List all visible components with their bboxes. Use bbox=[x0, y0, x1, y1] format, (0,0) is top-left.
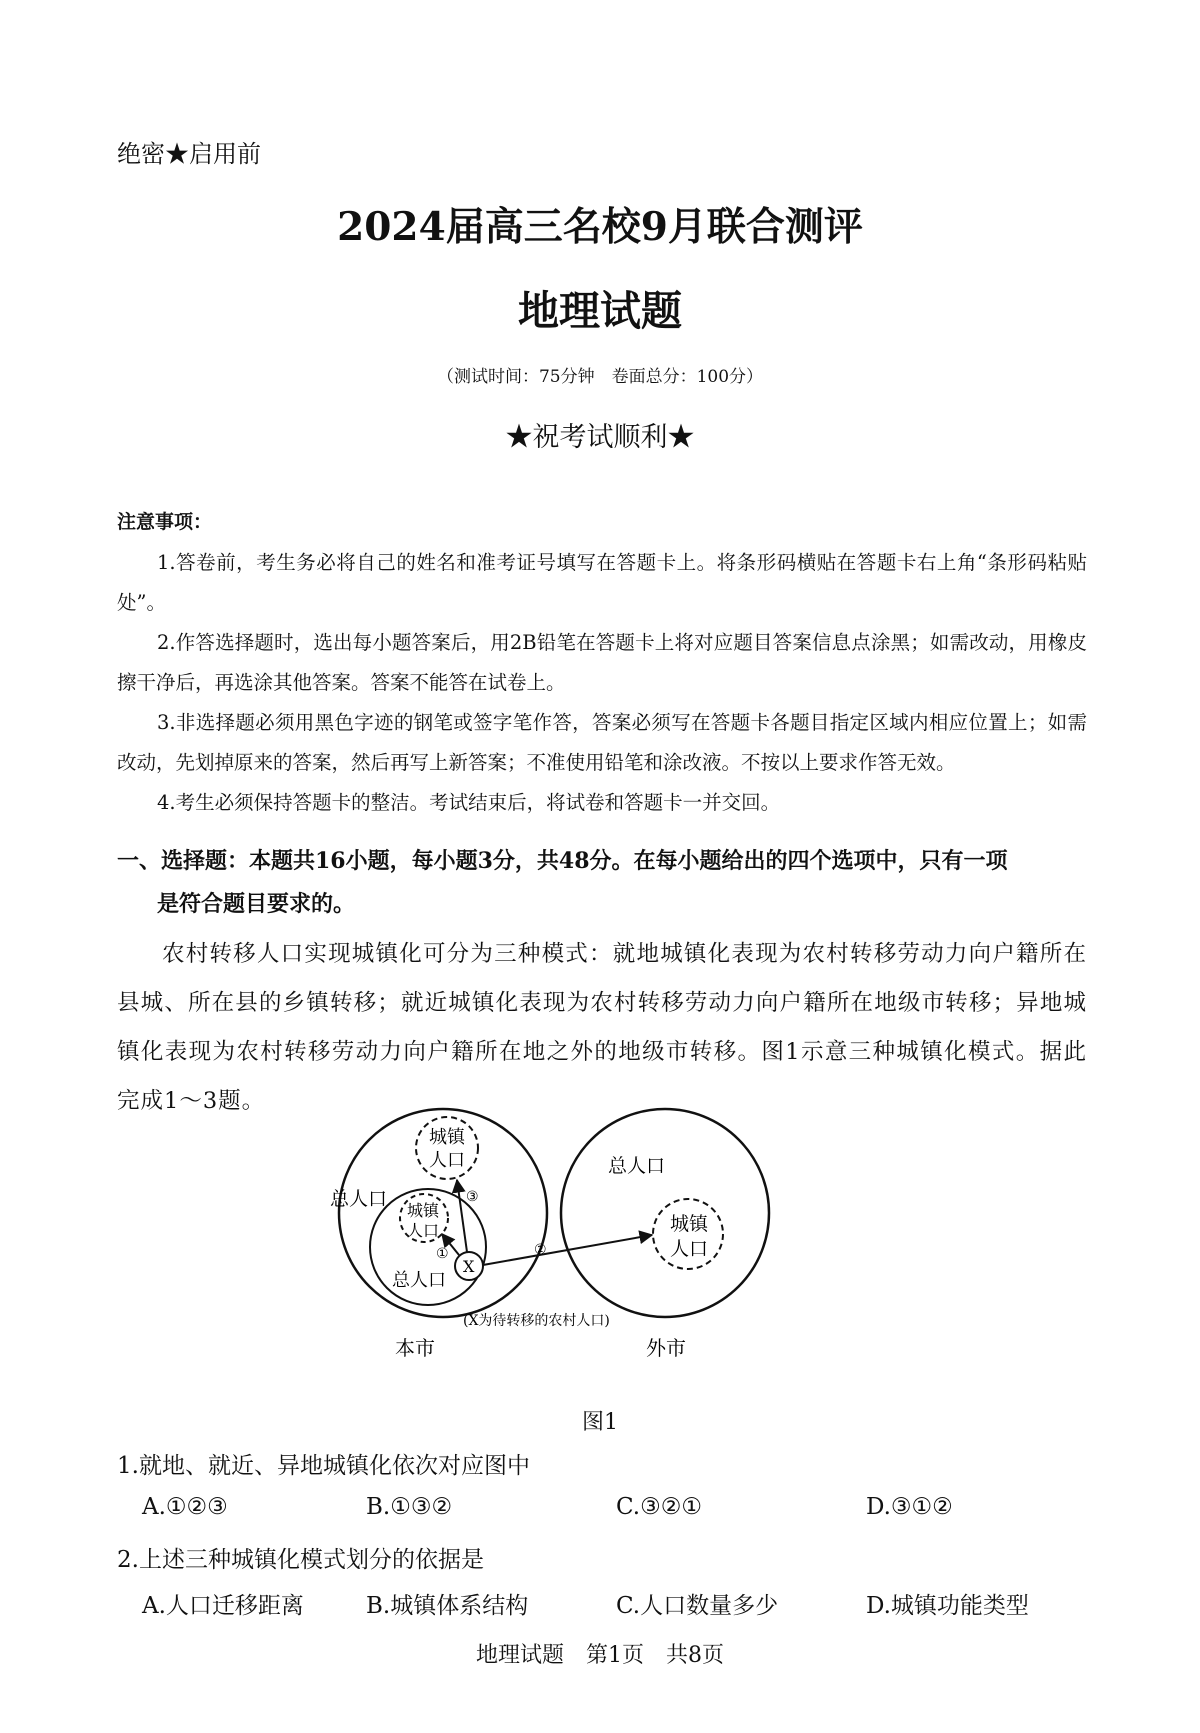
urbanization-diagram bbox=[330, 1110, 860, 1410]
label-other-urban-1: 城镇 bbox=[670, 1213, 709, 1235]
question-2-option-d: D.城镇功能类型 bbox=[866, 1593, 1029, 1619]
question-2-option-c: C.人口数量多少 bbox=[616, 1593, 779, 1619]
question-1-option-c: C.③②① bbox=[616, 1494, 702, 1520]
question-1-option-a: A.①②③ bbox=[142, 1494, 228, 1520]
label-big-total-pop: 总人口 bbox=[330, 1188, 388, 1210]
notice-item: 4.考生必须保持答题卡的整洁。考试结束后，将试卷和答题卡一并交回。 bbox=[157, 791, 781, 814]
section-heading-line2: 是符合题目要求的。 bbox=[157, 891, 356, 917]
label-local-city: 本市 bbox=[395, 1336, 435, 1360]
notice-heading: 注意事项： bbox=[117, 511, 213, 533]
label-other-city: 外市 bbox=[646, 1336, 686, 1360]
label-other-total-pop: 总人口 bbox=[608, 1155, 666, 1177]
good-luck-banner: ★祝考试顺利★ bbox=[505, 422, 695, 453]
label-path-2: ② bbox=[534, 1242, 547, 1258]
question-2-option-a: A.人口迁移距离 bbox=[142, 1593, 304, 1619]
confidential-label: 绝密★启用前 bbox=[117, 140, 261, 168]
label-note: (X为待转移的农村人口) bbox=[463, 1313, 610, 1329]
notice-item: 1.答卷前，考生务必将自己的姓名和准考证号填写在答题卡上。将条形码横贴在答题卡右上角“条形码粘贴处”。 bbox=[117, 551, 1087, 614]
label-path-1: ① bbox=[436, 1246, 449, 1262]
other-city-circle bbox=[561, 1109, 769, 1317]
label-other-urban-2: 人口 bbox=[670, 1238, 709, 1260]
exam-title: 2024届高三名校9月联合测评 bbox=[337, 204, 863, 250]
label-city-urban-2: 人口 bbox=[429, 1150, 465, 1171]
question-2-stem: 2.上述三种城镇化模式划分的依据是 bbox=[117, 1547, 484, 1573]
question-1-option-b: B.①③② bbox=[366, 1494, 453, 1520]
notice-list bbox=[117, 543, 1087, 823]
notice-item: 3.非选择题必须用黑色字迹的钢笔或签字笔作答，答案必须写在答题卡各题目指定区域内相应位置上；如需改动，先划掉原来的答案，然后再写上新答案；不准使用铅笔和涂改液。不按以上要求作答无效。 bbox=[117, 711, 1087, 774]
label-small-total-pop: 总人口 bbox=[392, 1270, 446, 1291]
subject-title: 地理试题 bbox=[518, 287, 682, 335]
section-heading bbox=[117, 840, 1097, 926]
arrow-path-2 bbox=[483, 1235, 652, 1265]
page-footer: 地理试题 第1页 共8页 bbox=[476, 1643, 724, 1668]
label-x: X bbox=[463, 1257, 475, 1276]
question-1-option-d: D.③①② bbox=[866, 1494, 953, 1520]
label-county-urban-2: 人口 bbox=[407, 1221, 440, 1240]
figure-caption: 图1 bbox=[582, 1410, 618, 1435]
label-path-3: ③ bbox=[466, 1189, 479, 1205]
passage-text: 农村转移人口实现城镇化可分为三种模式：就地城镇化表现为农村转移劳动力向户籍所在县城、所在县的乡镇转移；就近城镇化表现为农村转移劳动力向户籍所在地级市转移；异地城镇化表现为农村转移劳动力向户籍所在地之外的地级市转移。图1示意三种城镇化模式。据此完成1～3题。 bbox=[117, 941, 1087, 1114]
reading-passage bbox=[117, 930, 1087, 1126]
label-city-urban-1: 城镇 bbox=[429, 1127, 465, 1148]
question-2-option-b: B.城镇体系结构 bbox=[366, 1593, 529, 1619]
question-1-stem: 1.就地、就近、异地城镇化依次对应图中 bbox=[117, 1453, 530, 1479]
section-heading-line1: 一、选择题：本题共16小题，每小题3分，共48分。在每小题给出的四个选项中，只有一项 bbox=[117, 848, 1008, 874]
time-info: （测试时间：75分钟 卷面总分：100分） bbox=[436, 367, 764, 387]
notice-item: 2.作答选择题时，选出每小题答案后，用2B铅笔在答题卡上将对应题目答案信息点涂黑；如需改动，用橡皮擦干净后，再选涂其他答案。答案不能答在试卷上。 bbox=[117, 631, 1087, 694]
label-county-urban-1: 城镇 bbox=[407, 1201, 440, 1220]
